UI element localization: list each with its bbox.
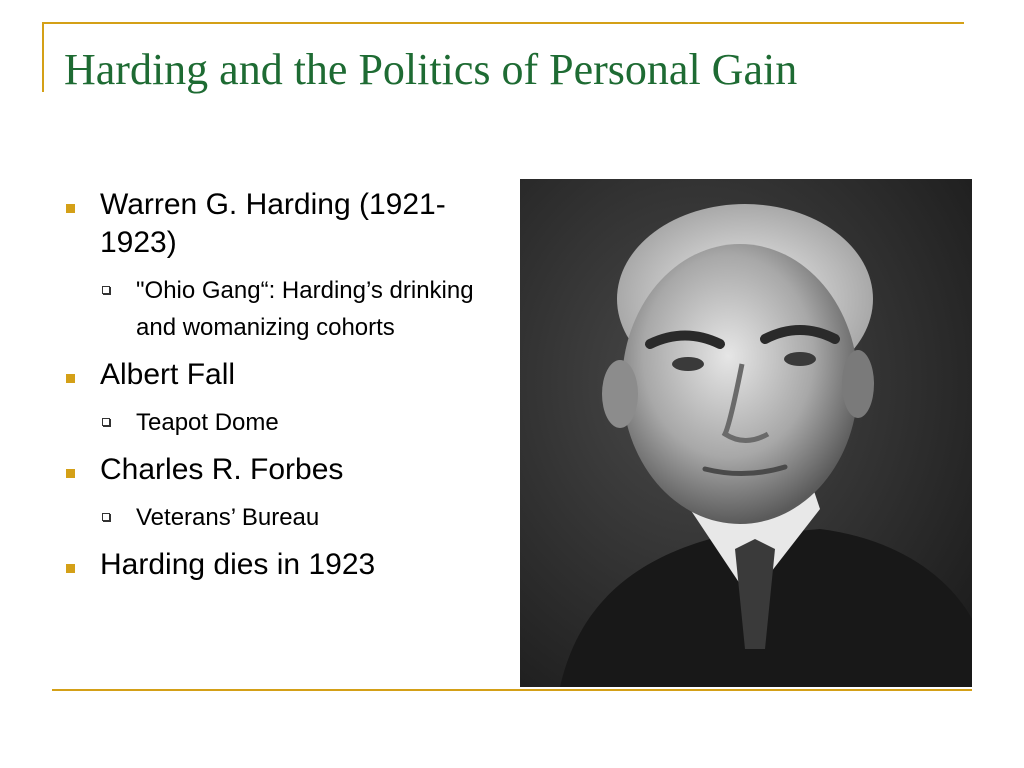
portrait-photo [520, 179, 972, 687]
hollow-square-bullet-icon [102, 418, 110, 426]
bullet-text: Harding dies in 1923 [100, 548, 376, 581]
sub-bullet-text: Teapot Dome [136, 409, 279, 436]
bullet-item-forbes [62, 451, 502, 536]
bullet-item-harding-dies [62, 546, 502, 584]
sub-bullet-text: Veterans’ Bureau [136, 504, 320, 531]
square-bullet-icon [66, 564, 75, 573]
hollow-square-bullet-icon [102, 513, 110, 521]
bullet-text: Charles R. Forbes [100, 453, 344, 486]
hollow-square-bullet-icon [102, 286, 110, 294]
sub-bullet-item [100, 404, 502, 441]
square-bullet-icon [66, 374, 75, 383]
frame-rule-left [42, 22, 44, 92]
square-bullet-icon [66, 204, 75, 213]
frame-rule-top [42, 22, 964, 24]
sub-bullet-item [100, 499, 502, 536]
portrait-image [520, 179, 972, 687]
bullet-item-fall [62, 356, 502, 441]
bullet-item-harding [62, 186, 502, 346]
sub-bullet-item [100, 272, 502, 346]
bullet-text: Albert Fall [100, 358, 236, 391]
slide-title: Harding and the Politics of Personal Gain [64, 45, 798, 94]
bullet-list [62, 186, 502, 592]
frame-rule-bottom [52, 689, 972, 691]
square-bullet-icon [66, 469, 75, 478]
sub-bullet-text: "Ohio Gang“: Harding’s drinking and womanizing cohorts [136, 277, 474, 341]
bullet-text: Warren G. Harding (1921-1923) [100, 188, 446, 259]
